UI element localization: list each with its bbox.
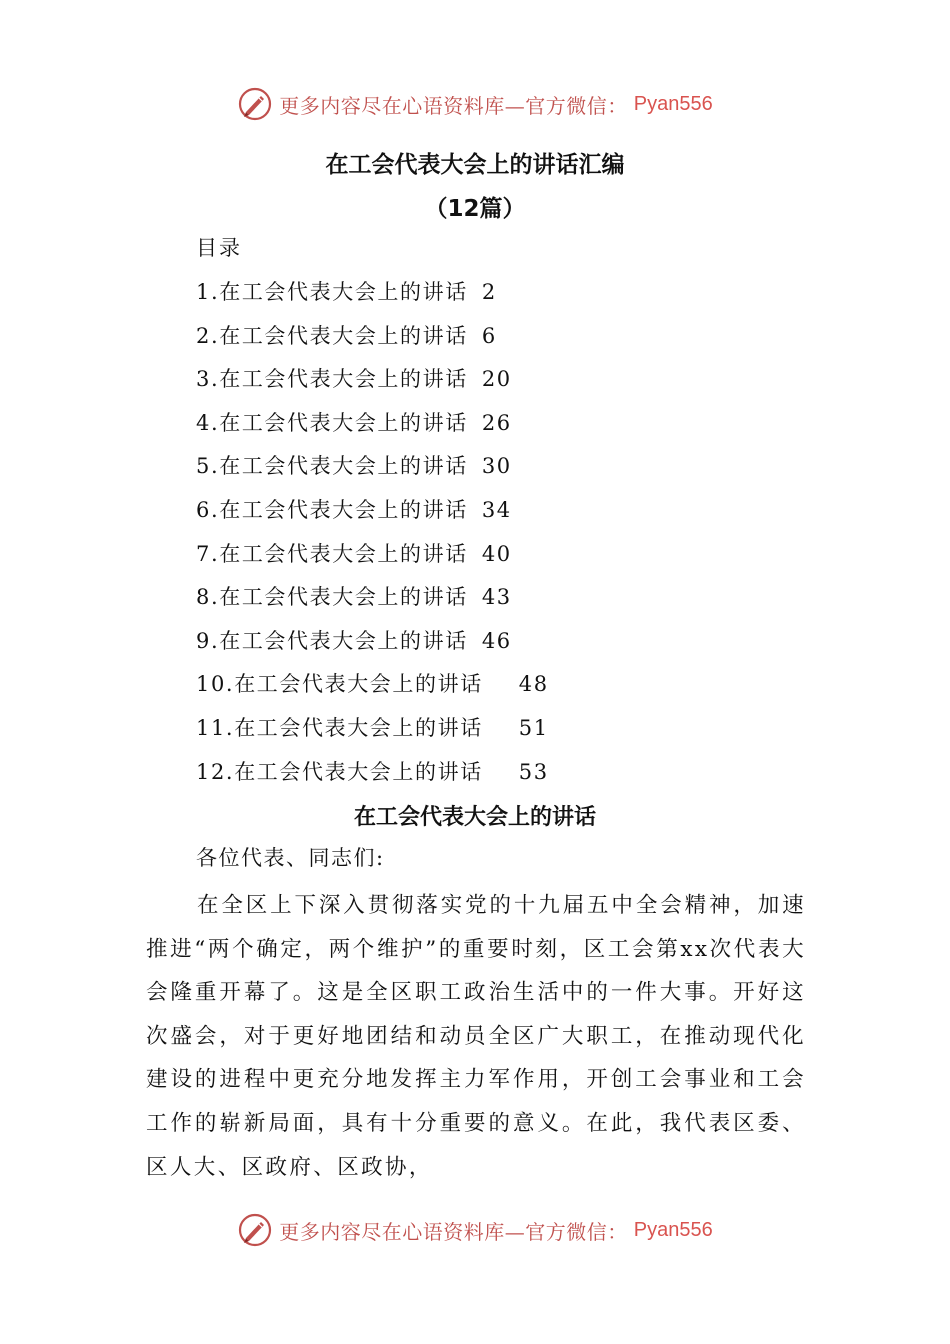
footer-watermark <box>0 1208 950 1252</box>
toc-page-number: 34 <box>481 497 512 522</box>
header-watermark <box>0 82 950 126</box>
toc-page-number: 53 <box>518 759 549 784</box>
watermark-text: 更多内容尽在心语资料库—官方微信： <box>279 93 628 118</box>
salutation: 各位代表、同志们: <box>196 846 385 870</box>
toc-page-number: 46 <box>481 628 512 653</box>
toc-item: 8.在工会代表大会上的讲话 43 <box>196 581 549 625</box>
document-subtitle: （12篇） <box>424 196 526 222</box>
toc-page-number: 48 <box>518 672 549 697</box>
toc-item: 6.在工会代表大会上的讲话 34 <box>196 494 549 538</box>
toc-page-number: 2 <box>481 280 497 304</box>
toc-page-number: 6 <box>481 323 497 348</box>
body-paragraph: 在全区上下深入贯彻落实党的十九届五中全会精神，加速推进“两个确定，两个维护”的重要时刻，区工会第xx次代表大会隆重开幕了。这是全区职工政治生活中的一件大事。开好这次盛会，对于更好地团结和动员全区广大职工，在推动现代化建设的进程中更充分地发挥主力军作用，开创工会事业和工会工作的崭新局面，具有十分重要的意义。在此，我代表区委、区人大、区政府、区政协， <box>146 893 806 1180</box>
watermark-brand: Pyan556 <box>633 1218 713 1241</box>
toc-page-number: 26 <box>481 410 512 435</box>
pen-logo-icon <box>237 86 273 122</box>
toc-page-number: 51 <box>518 715 549 740</box>
toc-item: 2.在工会代表大会上的讲话 6 <box>196 320 549 364</box>
document-title: 在工会代表大会上的讲话汇编 <box>325 152 625 178</box>
watermark-text: 更多内容尽在心语资料库—官方微信： <box>279 1219 628 1244</box>
pen-logo-icon <box>237 1212 273 1248</box>
toc-item: 10.在工会代表大会上的讲话 48 <box>196 668 549 712</box>
toc-page-number: 30 <box>481 454 512 479</box>
toc-heading: 目录 <box>196 236 242 260</box>
toc-item: 1.在工会代表大会上的讲话 2 <box>196 276 549 320</box>
toc-item: 3.在工会代表大会上的讲话 20 <box>196 363 549 407</box>
toc-item: 11.在工会代表大会上的讲话 51 <box>196 712 549 756</box>
toc-page-number: 43 <box>481 585 512 610</box>
toc-item: 4.在工会代表大会上的讲话 26 <box>196 407 549 451</box>
toc-item: 5.在工会代表大会上的讲话 30 <box>196 450 549 494</box>
toc-item: 12.在工会代表大会上的讲话 53 <box>196 756 549 800</box>
watermark-brand: Pyan556 <box>633 92 713 115</box>
toc-item: 7.在工会代表大会上的讲话 40 <box>196 538 549 582</box>
toc-page-number: 40 <box>481 541 512 566</box>
section-title: 在工会代表大会上的讲话 <box>353 805 596 830</box>
toc-item: 9.在工会代表大会上的讲话 46 <box>196 625 549 669</box>
toc-page-number: 20 <box>481 367 512 392</box>
table-of-contents <box>196 276 549 799</box>
